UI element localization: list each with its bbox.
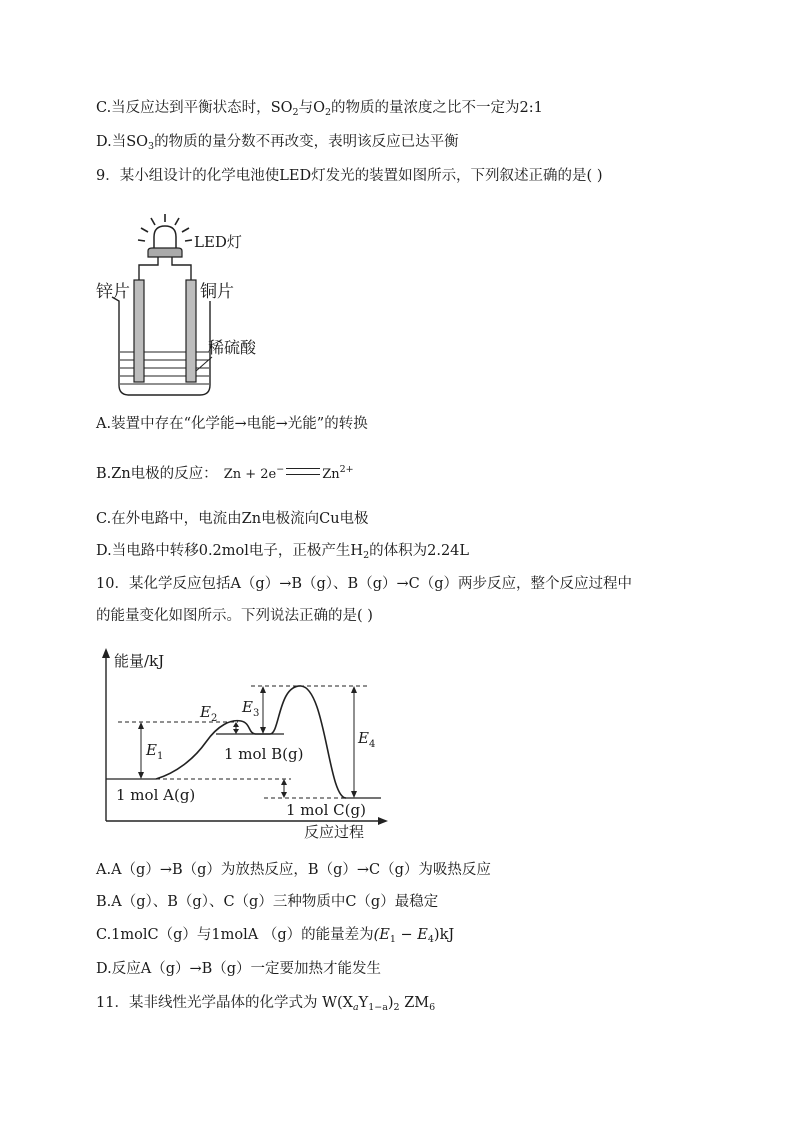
acid-label: 稀硫酸 xyxy=(208,338,257,357)
zinc-label: 锌片 xyxy=(96,282,130,302)
e2-label: $E_2$ xyxy=(200,703,218,724)
q8-option-c: C.当反应达到平衡状态时，$SO_2$与$O_2$的物质的量浓度之比不一定为2:1 xyxy=(96,100,543,118)
led-bulb-icon xyxy=(148,226,182,257)
equals-sign xyxy=(286,468,320,475)
e1-label: $E_1$ xyxy=(146,741,164,762)
x-axis-label: 反应过程 xyxy=(304,823,365,841)
q9-option-a: A.装置中存在“化学能→电能→光能”的转换 xyxy=(96,416,368,432)
state-b-label: 1 mol B(g) xyxy=(224,745,304,763)
q9-option-b: B.Zn电极的反应： Zn + 2e− $Zn^{2+}$ xyxy=(96,464,354,482)
q10-stem-line2: 的能量变化如图所示。下列说法正确的是( ) xyxy=(96,608,373,624)
copper-electrode xyxy=(186,280,196,382)
e4-label: $E_4$ xyxy=(358,729,376,750)
q10-option-b: B.A（g）、B（g）、C（g）三种物质中C（g）最稳定 xyxy=(96,894,439,910)
led-label: LED灯 xyxy=(194,233,242,251)
q10-option-d: D.反应A（g）→B（g）一定要加热才能发生 xyxy=(96,961,382,977)
q10-option-c: C.1molC（g）与1molA （g）的能量差为$(E_1 - E_4)kJ$ xyxy=(96,927,455,945)
state-a-label: 1 mol A(g) xyxy=(116,786,196,804)
q9-stem: 9．某小组设计的化学电池使LED灯发光的装置如图所示，下列叙述正确的是( ) xyxy=(96,168,603,184)
q8-option-d: D.当$SO_3$的物质的量分数不再改变，表明该反应已达平衡 xyxy=(96,134,459,152)
copper-label: 铜片 xyxy=(200,282,234,302)
q9-option-d: D.当电路中转移0.2mol电子，正极产生$H_2$的体积为2.24L xyxy=(96,543,470,561)
q11-stem: 11．某非线性光学晶体的化学式为 $W(X_aY_{1-a})_2$ $ZM_6$ xyxy=(96,995,436,1013)
q10-stem-line1: 10．某化学反应包括A（g）→B（g）、B（g）→C（g）两步反应，整个反应过程中 xyxy=(96,576,633,592)
y-axis-label: 能量/kJ xyxy=(114,652,165,670)
q9-battery-figure xyxy=(94,205,294,405)
q9-option-c: C.在外电路中，电流由Zn电极流向Cu电极 xyxy=(96,511,369,527)
e3-label: $E_3$ xyxy=(242,698,260,719)
zinc-electrode xyxy=(134,280,144,382)
state-c-label: 1 mol C(g) xyxy=(286,801,366,819)
q10-option-a: A.A（g）→B（g）为放热反应，B（g）→C（g）为吸热反应 xyxy=(96,862,491,878)
q10-energy-diagram xyxy=(96,645,396,845)
